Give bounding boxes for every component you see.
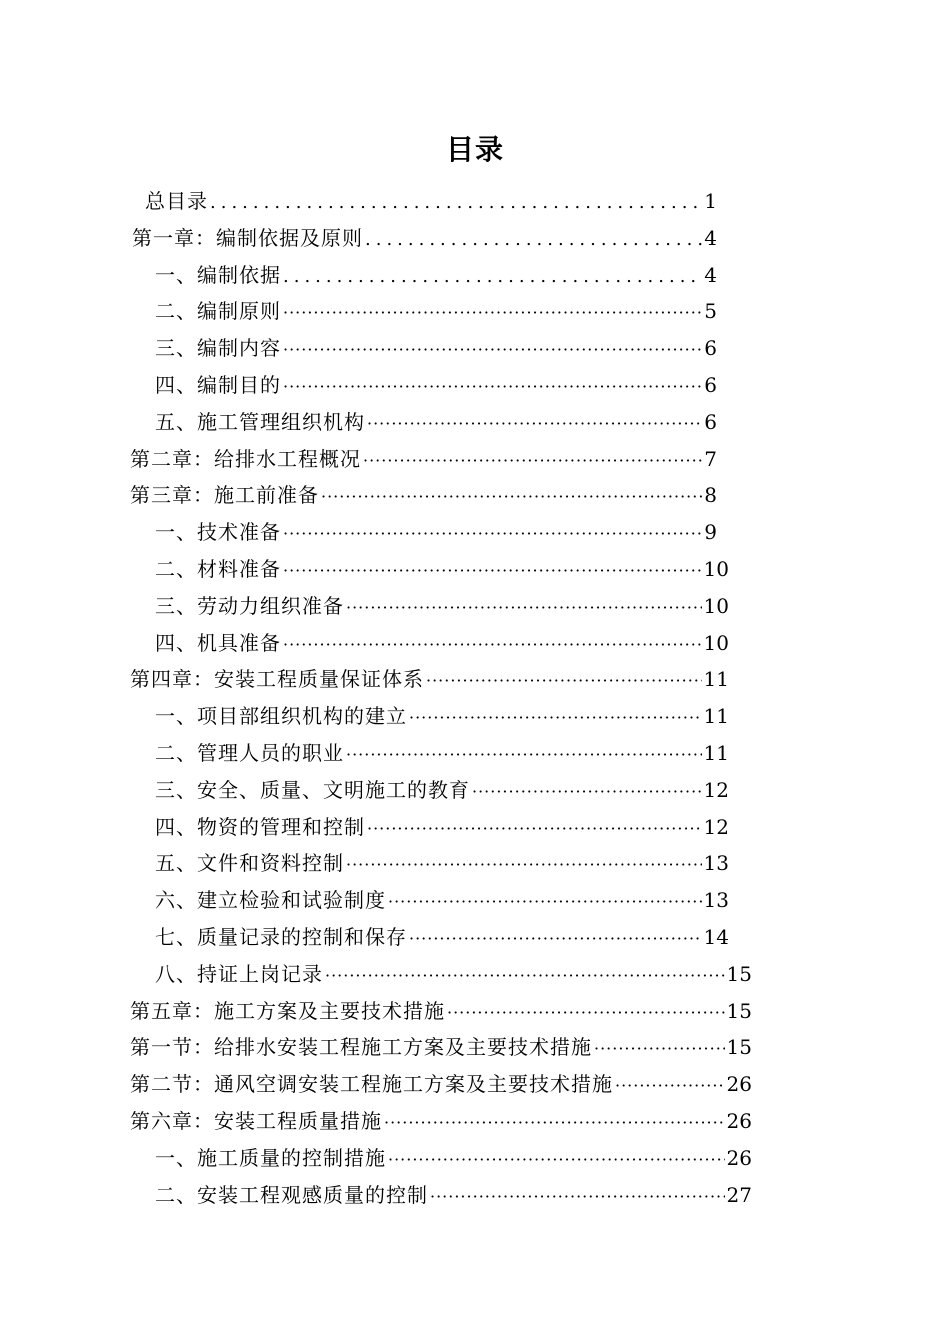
toc-entry[interactable] — [130, 993, 752, 1029]
toc-entry-page-number: 26 — [726, 1072, 752, 1096]
toc-entry[interactable] — [155, 845, 729, 881]
toc-entry-label: 第一章：编制依据及原则 — [132, 226, 363, 250]
toc-entry[interactable] — [155, 772, 729, 808]
toc-leader-dots — [594, 1031, 725, 1065]
toc-entry-page-number: 6 — [704, 336, 717, 360]
toc-entry-page-number: 13 — [703, 888, 729, 912]
toc-entry-page-number: 4 — [704, 263, 717, 287]
toc-entry-label: 二、安装工程观感质量的控制 — [155, 1183, 428, 1207]
toc-entry-page-number: 10 — [703, 631, 729, 655]
toc-entry-label: 第三章：施工前准备 — [130, 483, 319, 507]
toc-entry-label: 第一节：给排水安装工程施工方案及主要技术措施 — [130, 1035, 592, 1059]
toc-leader-dots — [283, 516, 702, 550]
toc-leader-dots — [346, 737, 702, 771]
toc-entry-page-number: 5 — [704, 299, 717, 323]
toc-entry-label: 二、管理人员的职业 — [155, 741, 344, 765]
toc-leader-dots — [210, 185, 702, 219]
toc-entry[interactable] — [155, 809, 729, 845]
toc-entry[interactable] — [155, 404, 717, 440]
toc-entry-label: 第二章：给排水工程概况 — [130, 447, 361, 471]
toc-leader-dots — [283, 369, 702, 403]
toc-entry[interactable] — [130, 661, 729, 697]
toc-leader-dots — [283, 259, 702, 293]
toc-entry-label: 第五章：施工方案及主要技术措施 — [130, 999, 445, 1023]
toc-leader-dots — [409, 921, 702, 955]
toc-entry[interactable] — [155, 551, 729, 587]
toc-entry[interactable] — [155, 1177, 752, 1213]
toc-entry[interactable] — [155, 1140, 752, 1176]
toc-entry-page-number: 8 — [704, 483, 717, 507]
toc-entry-page-number: 11 — [703, 704, 729, 728]
toc-entry-label: 第四章：安装工程质量保证体系 — [130, 667, 424, 691]
toc-entry-page-number: 10 — [703, 594, 729, 618]
toc-entry-page-number: 9 — [704, 520, 717, 544]
toc-leader-dots — [346, 590, 702, 624]
toc-leader-dots — [384, 1105, 725, 1139]
toc-leader-dots — [472, 774, 702, 808]
toc-leader-dots — [426, 663, 702, 697]
toc-leader-dots — [363, 443, 702, 477]
toc-leader-dots — [447, 995, 725, 1029]
toc-entry[interactable] — [155, 257, 717, 293]
toc-leader-dots — [409, 700, 702, 734]
toc-entry-label: 二、编制原则 — [155, 299, 281, 323]
toc-entry-label: 四、物资的管理和控制 — [155, 815, 365, 839]
toc-entry[interactable] — [130, 1029, 752, 1065]
toc-entry-page-number: 6 — [704, 410, 717, 434]
toc-entry[interactable] — [155, 698, 729, 734]
toc-entry[interactable] — [155, 588, 729, 624]
toc-entry-page-number: 15 — [726, 962, 752, 986]
toc-leader-dots — [367, 406, 702, 440]
toc-entry-label: 八、持证上岗记录 — [155, 962, 323, 986]
toc-entry-label: 三、劳动力组织准备 — [155, 594, 344, 618]
toc-leader-dots — [615, 1068, 725, 1102]
toc-entry-page-number: 15 — [726, 999, 752, 1023]
toc-entry-page-number: 10 — [703, 557, 729, 581]
toc-leader-dots — [430, 1179, 725, 1213]
toc-entry-page-number: 11 — [703, 667, 729, 691]
toc-entry-page-number: 13 — [703, 851, 729, 875]
toc-entry-label: 第二节：通风空调安装工程施工方案及主要技术措施 — [130, 1072, 613, 1096]
toc-entry-page-number: 14 — [703, 925, 729, 949]
toc-entry-page-number: 1 — [704, 189, 717, 213]
toc-entry-page-number: 6 — [704, 373, 717, 397]
toc-leader-dots — [325, 958, 725, 992]
toc-entry-label: 五、施工管理组织机构 — [155, 410, 365, 434]
toc-entry-label: 三、编制内容 — [155, 336, 281, 360]
toc-leader-dots — [283, 295, 702, 329]
toc-leader-dots — [283, 332, 702, 366]
toc-entry-label: 六、建立检验和试验制度 — [155, 888, 386, 912]
toc-entry[interactable] — [130, 1066, 752, 1102]
toc-entry[interactable] — [155, 735, 729, 771]
toc-entry[interactable] — [155, 625, 729, 661]
toc-leader-dots — [388, 884, 702, 918]
toc-entry-label: 一、项目部组织机构的建立 — [155, 704, 407, 728]
toc-entry[interactable] — [155, 919, 729, 955]
toc-entry-label: 五、文件和资料控制 — [155, 851, 344, 875]
toc-entry[interactable] — [130, 477, 717, 513]
toc-entry-page-number: 7 — [704, 447, 717, 471]
toc-entry-page-number: 12 — [703, 815, 729, 839]
toc-entry[interactable] — [155, 882, 729, 918]
toc-entry-label: 一、施工质量的控制措施 — [155, 1146, 386, 1170]
toc-leader-dots — [321, 479, 702, 513]
toc-entry-page-number: 26 — [726, 1109, 752, 1133]
toc-entry-page-number: 4 — [704, 226, 717, 250]
toc-entry-label: 第六章：安装工程质量措施 — [130, 1109, 382, 1133]
toc-entry[interactable] — [130, 441, 717, 477]
toc-entry[interactable] — [155, 514, 717, 550]
toc-entry[interactable] — [155, 330, 717, 366]
toc-entry[interactable] — [155, 956, 752, 992]
toc-entry-label: 三、安全、质量、文明施工的教育 — [155, 778, 470, 802]
toc-entry-page-number: 26 — [726, 1146, 752, 1170]
toc-entry[interactable] — [155, 293, 717, 329]
toc-entry[interactable] — [155, 367, 717, 403]
toc-leader-dots — [346, 847, 702, 881]
toc-leader-dots — [283, 553, 702, 587]
toc-entry-page-number: 11 — [703, 741, 729, 765]
toc-leader-dots — [283, 627, 702, 661]
toc-entry-label: 总目录 — [145, 189, 208, 213]
toc-entry-page-number: 12 — [703, 778, 729, 802]
toc-entry[interactable] — [130, 1103, 752, 1139]
toc-entry-label: 七、质量记录的控制和保存 — [155, 925, 407, 949]
page-title: 目录 — [445, 133, 504, 166]
toc-leader-dots — [367, 811, 702, 845]
toc-entry-label: 四、编制目的 — [155, 373, 281, 397]
toc-entry-label: 一、编制依据 — [155, 263, 281, 287]
toc-entry-label: 二、材料准备 — [155, 557, 281, 581]
toc-entry[interactable] — [132, 220, 717, 256]
toc-leader-dots — [365, 222, 702, 256]
toc-entry-label: 一、技术准备 — [155, 520, 281, 544]
toc-entry-page-number: 15 — [726, 1035, 752, 1059]
toc-entry[interactable] — [145, 183, 717, 219]
toc-leader-dots — [388, 1142, 725, 1176]
toc-entry-page-number: 27 — [726, 1183, 752, 1207]
toc-entry-label: 四、机具准备 — [155, 631, 281, 655]
